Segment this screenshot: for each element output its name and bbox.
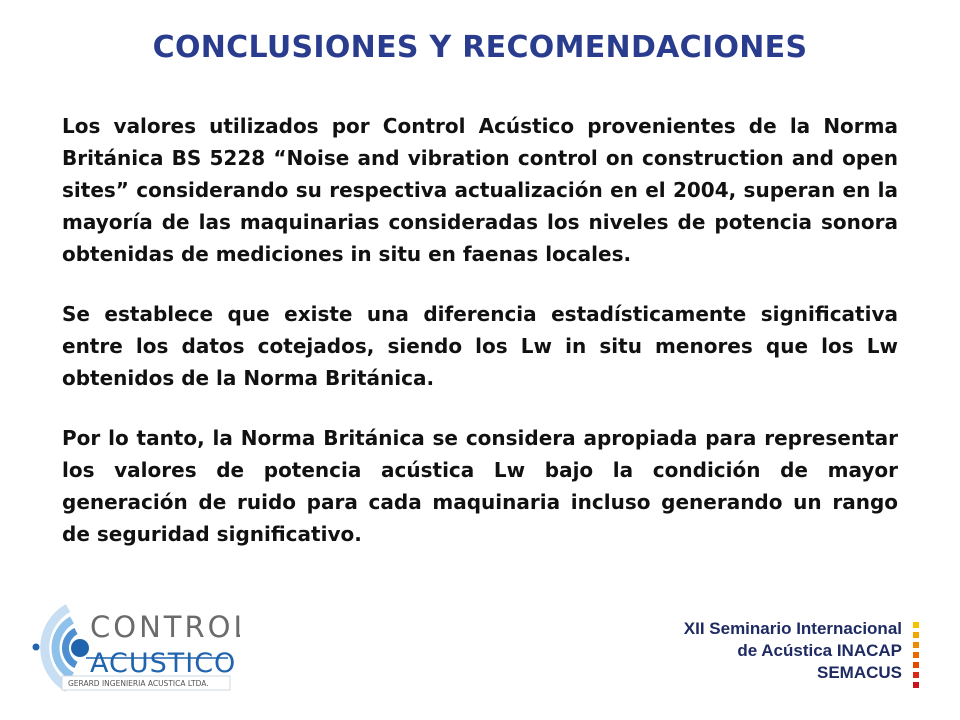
semacus-logo [672,618,934,692]
semacus-line-3: SEMACUS [816,663,902,682]
semacus-line-2: de Acústica INACAP [737,641,902,660]
logo-word-control: CONTROL [90,610,240,644]
paragraph-conclusion-2: Se establece que existe una diferencia estadísticamente significativa entre los datos cotejados, siendo los Lw in situ menores que los Lw obtenidos de la Norma Británica. [62,302,898,390]
logo-word-acustico: ACUSTICO [90,648,237,679]
slide-body [62,110,898,578]
control-acustico-logo [28,600,240,696]
paragraph-conclusion-1: Los valores utilizados por Control Acústico provenientes de la Norma Británica BS 5228 “Noise and vibration control on construction and open sites” considerando su respectiva actualización en el 2004, superan en la mayoría de las maquinarias consideradas los niveles de potencia sonora obtenidas de mediciones in situ en faenas locales. [62,114,898,266]
semacus-dots-icon [912,622,922,690]
logo-tagline: GERARD INGENIERIA ACUSTICA LTDA. [68,679,209,688]
paragraph-conclusion-3: Por lo tanto, la Norma Británica se considera apropiada para representar los valores de potencia acústica Lw bajo la condición de mayor generación de ruido para cada maquinaria incluso generando un rango de seguridad significativo. [62,426,898,546]
semacus-line-1: XII Seminario Internacional [683,619,902,638]
slide-title: CONCLUSIONES Y RECOMENDACIONES [152,30,808,65]
